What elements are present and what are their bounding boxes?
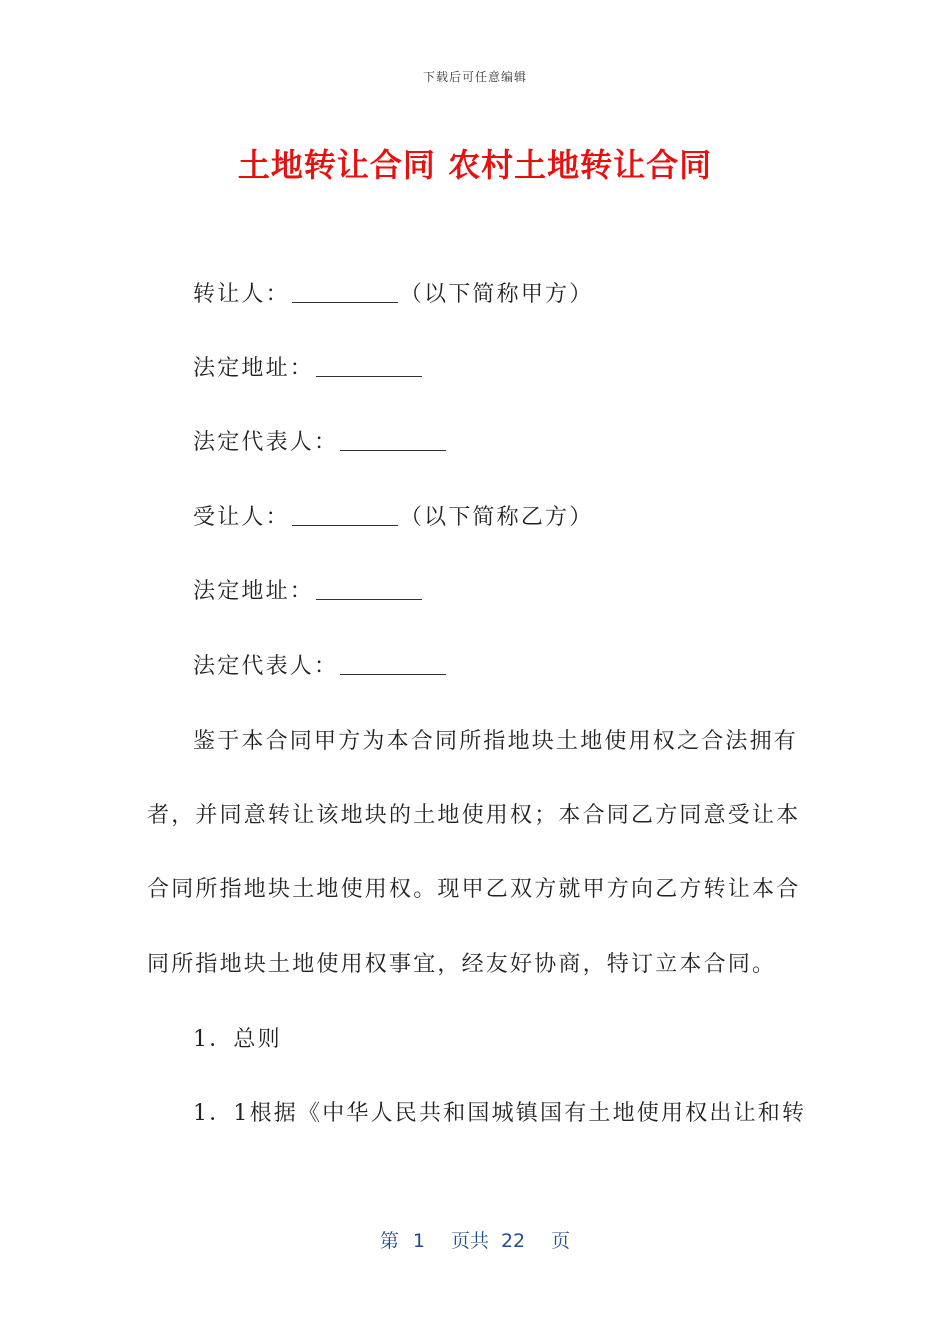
transferor-suffix: （以下简称甲方） [399, 282, 594, 307]
transferor-address-blank [316, 356, 422, 377]
footer-suffix: 页 [551, 1230, 571, 1252]
transferor-rep-line [193, 428, 448, 458]
preamble-line-4: 同所指地块土地使用权事宜，经友好协商，特订立本合同。 [147, 952, 777, 977]
preamble-line-2: 者，并同意转让该地块的土地使用权；本合同乙方同意受让本 [147, 803, 801, 828]
transferor-label: 转让人： [193, 282, 290, 307]
footer-prefix: 第 [379, 1230, 399, 1252]
transferor-line [193, 280, 593, 310]
transferee-address-label: 法定地址： [193, 579, 315, 604]
preamble-line-1: 鉴于本合同甲方为本合同所指地块土地使用权之合法拥有 [193, 729, 799, 754]
transferor-blank [292, 282, 398, 303]
transferee-suffix: （以下简称乙方） [399, 505, 594, 530]
transferee-address-line [193, 577, 424, 607]
section-1-1-text: 1．1根据《中华人民共和国城镇国有土地使用权出让和转 [193, 1101, 807, 1126]
transferor-rep-blank [340, 430, 446, 451]
transferor-address-label: 法定地址： [193, 356, 315, 381]
transferee-line [193, 503, 593, 533]
footer-total-pages: 22 [500, 1230, 526, 1252]
page-footer [0, 1226, 950, 1253]
footer-middle: 页共 [450, 1230, 489, 1252]
transferee-rep-label: 法定代表人： [193, 654, 339, 679]
header-note: 下载后可任意编辑 [422, 70, 527, 84]
transferee-blank [292, 505, 398, 526]
transferee-address-blank [316, 579, 422, 600]
transferor-address-line [193, 354, 424, 384]
document-title: 土地转让合同 农村土地转让合同 [237, 146, 713, 184]
transferor-rep-label: 法定代表人： [193, 430, 339, 455]
transferee-rep-line [193, 652, 448, 682]
transferee-label: 受让人： [193, 505, 290, 530]
transferee-rep-blank [340, 654, 446, 675]
section-1-heading: 1．总则 [193, 1027, 282, 1052]
footer-page-number: 1 [412, 1230, 425, 1252]
preamble-line-3: 合同所指地块土地使用权。现甲乙双方就甲方向乙方转让本合 [147, 877, 801, 902]
